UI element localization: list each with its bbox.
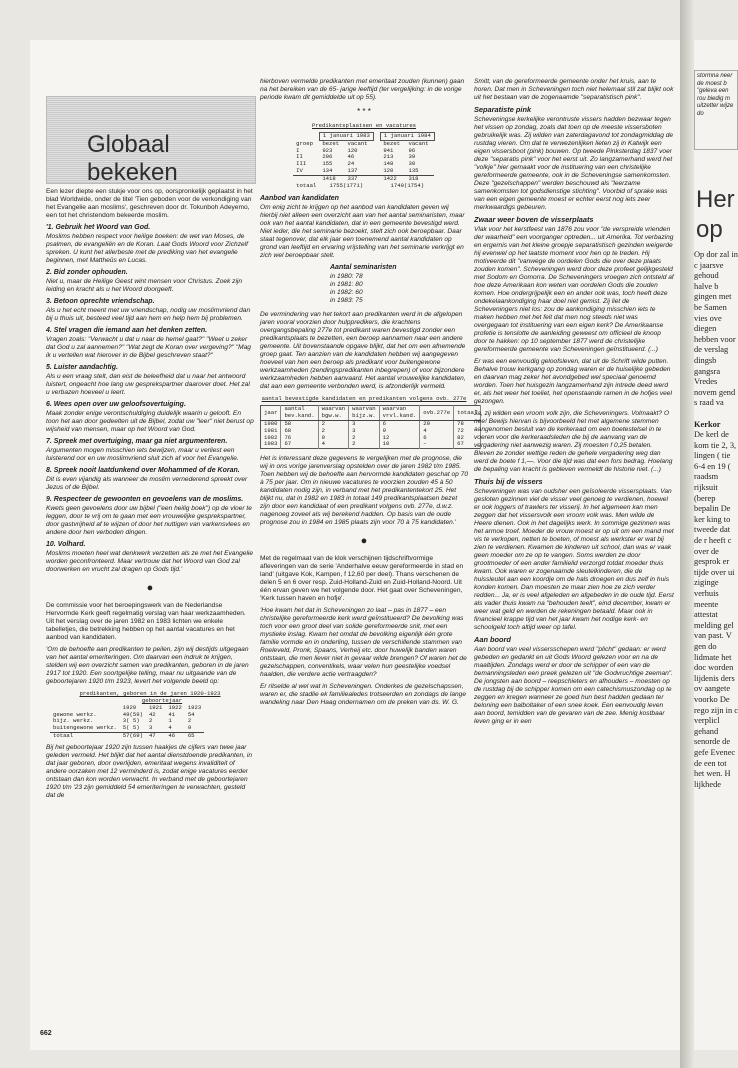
total-label: totaal: [53, 731, 74, 739]
after-table-text: Bij het geboortejaar 1920 zijn tussen haakjes de cijfers van twee jaar geleden vermeld. Het blijkt dat het aantal dienstdoende predikanten, in dat jaar geboren, door overlijden, emeritaat wegens invaliditeit of andere oorzaken met 12 verminderd is, zodat enige vacatures eerder ontstaan dan kon worden verwacht. In verband met de geboortejaren 1920 t/m '23 zijn gemiddeld 54 emeriteringen te verwachten, gesteld dat de: [46, 743, 253, 799]
table-cell: 2: [349, 441, 380, 448]
table-cell: 2: [148, 717, 153, 725]
aan-boord-text: Aan boord van veel vissersschepen werd "plicht" gedaan: er werd gebeden en gedankt en uit Gods Woord gelezen voor en na de maaltijden. Zondags werd er door de schipper of een van de bemanningsleden een preek gelezen uit "de Godvruchtige zeeman". De jongsten aan boord – reepschieters en afhouders – moesten op de rustdag bij de schipper komen om een catechismuszondag op te zeggen en kregen wanneer ze goed hun best hadden gedaan ter beloning een balboltaker of een snee koek. Een eenvoudig leven aan boord, temidden van de gevaren van de zee. Menig kostbaar leven ging er in een: [474, 646, 673, 725]
group-cell: IV: [296, 166, 303, 174]
column-header: waarvan bgw.w.: [318, 406, 349, 421]
sum-cell: 1422: [383, 174, 397, 182]
year-header: 1923: [187, 703, 202, 711]
table-cell: 4: [318, 441, 349, 448]
row-label: bijz. werkz.: [53, 717, 94, 725]
column-header: aantal bev.kand.: [281, 406, 318, 421]
date-1983: 1 januari 1983: [319, 133, 373, 141]
table-cell: 3: [349, 428, 380, 435]
commandment-text: Argumenten mogen misschien iets bewijzen, maar u verliest een luisterend oor en uw moslimvriend sluit zich af voor het Evangelie.: [46, 447, 239, 462]
section-stars: * * *: [357, 107, 371, 116]
page-gutter: [680, 0, 694, 1068]
sub-header: vacant: [408, 139, 429, 147]
table-cell: 941: [383, 146, 394, 154]
spacer-cell: [373, 161, 380, 168]
next-page-box-text: stormna neer de moest b "geleva een rou biedig m uitzetter wijze do: [694, 70, 738, 150]
table-cell: 213: [383, 153, 394, 161]
commissie-text: De commissie voor het beroepingswerk van de Nederlandse Hervormde Kerk geeft regelmatig verslag van haar werkzaamheden. Uit het verslag over de jaren 1982 en 1983 lichten we enkele tabelletjes, die betrekking hebben op het aantal vacatures en het aanbod van kandidaten.: [46, 602, 246, 641]
commandment-heading: 6. Wees open over uw geloofsovertuiging.: [46, 401, 186, 408]
commandment-text: Moslims hebben respect voor heilige boeken: de wet van Moses, de psalmen, de evangeliën en de Koran. Laat Gods Woord voor Zichzelf spreken. U kunt het allerbeste met de prediking van het evangelie beginnen, met Mattheüs en Lucas.: [46, 233, 248, 264]
commandment-heading: 8. Spreek nooit laatdunkend over Mohammed of de Koran.: [46, 467, 240, 474]
commandment-text: Dit is even vijandig als wanneer de moslim vernederend spreekt over Jezus of de Bijbel.: [46, 476, 248, 491]
er-text: Er ritselde al wel wat in Scheveningen. Onderkes de gezelschapssen, waren er, die stadlie ek familiealedes trotseerden en zondags de lange wandeling naar Den Haag ondernamen om de preken van ds. W. G.: [260, 683, 467, 707]
group-cell: I: [296, 146, 300, 154]
zwaar-weer-text: Vlak voor het kerstfeest van 1876 zou voor "de verspreide vrienden der waarheid" een voorganger optreden... uit Amerika. Tot verbazing en ergernis van het kleine groepje separatistisch gezinden weigerde hij evenwel op het laatste moment voor hen op te treden. Hij motiveerde dit "vanwege de oordelen Gods die over deze plaats zouden komen". Scheveningen werd door deze profeet gelijkgesteld met Sodom en Gomorra. De Scheveningers vroegen zich ontsteld af hoe deze Amerikaan kon weten van oordelen Gods die zouden komen. Hoe ondergrijpelijk een en ander ook was, toch heeft deze ondekelaankondiging haar doel niet gemist. Zij liet de Scheveningers niet los: zou de aankondiging misschien iets te maken hebben met het feit dat men nog steeds niet was overgegaan tot instituering van een eigen kerk? De Amerikaanse profetie is tenslotte de aanleiding geweest om officieel de knoop door te hakken: op 10 september 1877 werd de christelijke gereformeerde gemeente van Scheveningen geïnstitueerd. (...): [474, 226, 674, 353]
column-3: [474, 78, 674, 730]
spacer-cell: [373, 148, 380, 155]
magazine-page: [30, 40, 680, 1050]
commandments-list: [46, 224, 254, 574]
col3-top-text: Smitt, van de gereformeerde gemeente onder het kruis, aan te horen. Dat men in Scheveningen toch niet helemaal stil zat blijkt ook uit het bestaan van de zogenaamde "separatistisch pink".: [474, 78, 674, 101]
table-cell: 30: [408, 160, 416, 168]
kandidaten-table: [260, 405, 481, 449]
table-row: [261, 428, 481, 435]
spacer-cell: [373, 140, 380, 147]
birth-year-table: [50, 698, 204, 740]
table-cell: 206: [322, 153, 333, 161]
sum-cell: 318: [408, 174, 419, 182]
zwaar-weer-text-3: Ja, zij wilden een vroom volk zijn, die Scheveningers. Volmaakt? O nee! Bewijs hiervan is bijvoorbeeld het met algemene stemmen aangenomen besluit van de kerkeraad om een boetestelsel in te voeren voor die kerkeraadsleden die bij de aanvang van de vergadering niet aanwezig waren. Zij moesten f 0,25 betalen. Bleven ze zonder wettige reden de gehele vergadering weg dan werd de boete f 1,—. Voor die tijd was dat een fors bedrag. Hoelang de bepaling van kracht is gebleven vermeldt de historie niet. (...): [474, 410, 673, 473]
spacer-cell: [373, 154, 380, 161]
banner-title: Globaal bekeken: [87, 131, 178, 186]
thuis-heading: Thuis bij de vissers: [474, 477, 543, 486]
separatiste-heading: Separatiste pink: [474, 105, 532, 114]
table-cell: 3( 5): [122, 717, 140, 725]
seminaristen-item: in 1981: 80: [330, 281, 363, 289]
table-cell: 1982: [261, 435, 281, 442]
row-label: gewone werkz.: [53, 710, 97, 718]
table-cell: 137: [347, 166, 358, 174]
table-cell: 155: [322, 160, 333, 168]
table-cell: 10: [379, 441, 420, 448]
total-label: totaal: [296, 181, 317, 189]
next-page-subheading: Kerkor: [694, 419, 721, 429]
page-number: 662: [40, 1030, 52, 1037]
total-cell: 46: [168, 731, 176, 739]
group-label: groep: [296, 139, 313, 147]
next-page-text: [694, 250, 738, 790]
total-cell: 57(69): [122, 731, 143, 739]
table-cell: 49(59): [122, 710, 143, 718]
title-banner: [46, 96, 256, 184]
table-cell: 24: [347, 160, 355, 168]
commandment-text: Vragen zoals: "Verwacht u dat u naar de hemel gaat?" "Weet u zeker dat God u zal aannemen?" "Wat zegt de Koran over vergeving?" "Mag ik u vertellen wat hierover in de Bijbel geschreven staat?": [46, 336, 251, 359]
table-cell: 67: [281, 441, 318, 448]
quote-text: 'Om de behoefte aan predikanten te peilen, zijn wij destijds uitgegaan van het aantal emeriteringen. Om daarvan een indruk te krijgen, stelden wij een overzicht samen van predikanten, geboren in de jaren 1917 tot 1920. Een soortgelijke telling, maar nu uitgaande van de geboortejaren 1920 t/m 1923, levert het volgende beeld op:: [46, 646, 249, 685]
commandment-heading: 10. Volhard.: [46, 541, 86, 548]
seminaristen-list: [330, 273, 468, 305]
commandment-heading: '1. Gebruik het Woord van God.: [46, 224, 151, 231]
table-cell: 148: [383, 160, 394, 168]
table-subheader: geboortejaar: [141, 697, 183, 704]
table-cell: 67: [454, 441, 481, 448]
group-cell: II: [296, 153, 303, 161]
commandment-heading: 3. Betoon oprechte vriendschap.: [46, 298, 155, 305]
column-2: [260, 78, 478, 711]
column-1: [46, 188, 254, 804]
sub-header: bezet: [322, 139, 340, 147]
klok-text: Met de regelmaat van de klok verschijnen tijdschriftvormige afleveringen van de serie 'Anderhalve eeuw gereformeerde in stad en land' (uitgave Kok, Kampen, f 12,60 per deel). Thans verschenen de delen 5 en 6 over resp. Zuid-Holland-Zuid en Zuid-Holland-Noord. Uit één ervan geven we het volgende door. Het gaat over Scheveningen, 'Kerk tussen haven en hofje'.: [260, 555, 464, 603]
interessant-text: Het is interessant deze gegevens te vergelijken met de prognose, die wij in ons vorige jarenverslag opstelden over de jaren 1982 t/m 1985. Toen hebben wij de behoefte aan hervormde kandidaten geschat op 70 à 75 per jaar. Om in nieuwe vacatures te voorzien zouden 45 à 50 kandidaten nodig zijn, in verband met het predikantentekort 25. Het blijkt nu, dat in 1982 en 1983 in totaal 149 predikantsplaatsen bezet zijn door een kandidaat of een predikant volgens ovb. 277e, d.w.z. nagenoeg zoveel als wij berekend hadden. Op basis van de oude prognose zou in 1984 en 1985 plaats zijn voor 70 à 75 kandidaten.': [260, 455, 468, 527]
table-cell: 12: [379, 435, 420, 442]
column-header: waarvan vrvl.kand.: [379, 406, 420, 421]
seminaristen-item: in 1980: 78: [330, 273, 363, 281]
thuis-text: Scheveningen was van oudsher een geïsoleerde vissersplaats. Van gesloten gezinnen viel de visser veel genoeg te verdienen, hoewel er ook loggers of trawlers ter visserij. In het algemeen kan men zeggen dat het vissersvolk een vroom volk was. Men wilde de Heere dienen. Ook in het dagelijks werk. In sommige gezinnen was het armoe troef. Moeder de vrouw moest er op uit om een mand met vis te verkopen, netten te boeten, of moest als werkster er wat bij zien te verdienen. Kwamen de kinderen uit school, dan was er vaak geen moeder om ze op te vangen. Soms werden ze door grootmoeder of een ander familielid verzorgd totdat moeder thuis kwam. Ook waren er zogenaamde sleutelkinderen, die de huissleutel aan een koordje om de hals droegen en dus zelf in huis konden komen. Dan moesten ze maar zien hoe ze zich verder redden... Ja, er is veel afgeleden en afgebeden in de oude tijd. Eerst als vader thuis kwam na "behouden teelt", eind december, kwam er weer wat geld en werden de rekeningen betaald. Maar ook in financieel krappe tijd van het jaar kwam het nodige kerk- en schoolgeld toch altijd weer op tafel.: [474, 488, 674, 631]
table-cell: 41: [168, 710, 176, 718]
commandment-heading: 2. Bid zonder ophouden.: [46, 269, 128, 276]
section-bullet: ●: [146, 582, 154, 594]
aan-boord-heading: Aan boord: [474, 635, 511, 644]
table-cell: 1980: [261, 420, 281, 427]
column-header: totaal: [454, 406, 481, 421]
total-cell: 65: [187, 731, 195, 739]
row-label: buitengewone werkz.: [53, 724, 117, 732]
table-row: [261, 441, 481, 448]
seminaristen-item: in 1983: 75: [330, 297, 363, 305]
commandment-text: Moslims moeten heel wat denkwerk verzetten als ze met het Evangelie worden geconfronteerd. Maar vertrouw dat het Woord van God zal doorwerken en vrucht zal dragen op Gods tijd.': [46, 550, 254, 573]
table-cell: 96: [408, 146, 416, 154]
table-cell: 4: [420, 428, 454, 435]
zwaar-weer-text-2: Er was een eenvoudig geloofsleven, dat uit de Schrift wilde putten. Behalve trouw kerkgang op zondag waren er de huiselijke gebeden en daarvan mag zeker het avondgebed wel speciaal genoemd worden. Toen het huisgezin langzamerhand zijn intrede deed werd er, als het weer het toeliet, het openstaande ramen in de hofjes veel gezongen.: [474, 358, 672, 405]
sub-header: bezet: [383, 139, 401, 147]
col2-top-text: hierboven vermelde predikanten met emeritaat zouden (kunnen) gaan na het bereiken van de 65- jarige leeftijd (ter vergelijking: in de vorige periode kwam dit gemiddelde uit op 55).: [260, 78, 465, 101]
kandidaten-table-caption: aantal bevestigde kandidaten en predikanten volgens ovb. 277e: [261, 395, 467, 403]
table-cell: 135: [408, 166, 419, 174]
table-cell: 120: [347, 146, 358, 154]
table-cell: 54: [187, 710, 195, 718]
separatiste-text: Scheveningse kerkelijke verontruste vissers hadden bezwaar tegen het vissen op zondag, zoals dat toen op de meeste vissersboten gebruikelijk was. Zij wilden van zaterdagavond tot zondagmiddag de rustdag vieren. Om dat te verwezenlijken lieten zij in Katwijk een eigen vissersboot (pink) bouwen. Op tweede Pinksterdag 1837 voer deze "separatis pink" voor het eerst uit. Zo langzamerhand werd het "volkje" hier gemaakt voor de instituering van een christelijke gereformeerde gemeente, ook in de Scheveningse samenkomsten. Deze "gezelschappen" werden beschouwd als "leerzame samenkomsten tot godsdienstige stichting". Voorbid of sprake was van een eigen gemeente moest er echter eerst nog iets zeer merkwaardigs gebeuren.: [474, 116, 674, 211]
commandment-heading: 5. Luister aandachtig.: [46, 364, 118, 371]
sum-cell: 1418: [322, 174, 336, 182]
date-1984: 1 januari 1984: [380, 133, 434, 141]
table-cell: 9: [318, 435, 349, 442]
table-cell: 68: [281, 428, 318, 435]
table-cell: 6: [420, 435, 454, 442]
commandment-text: Kwets geen gevoelens door uw bijbel ("een heilig boek") op de vloer te leggen, door te vrij om te gaan met een vrouwelijke gesprekspartner, door gastvrijheid af te wijzen of door het nuttigen van varkensvlees en andere door hen verboden dingen.: [46, 505, 252, 536]
aanbod-text: Om enig zicht te krijgen op het aanbod van kandidaten geven wij hierbij niet alleen een overzicht aan van het aantal seminaristen, maar ook van het aantal kandidaten, dat in een gemeente bevestigd werd. Niet ieder, die het seminarie bezoekt, stelt zich ook beroepbaar. Daar staat tegenover, dat elk jaar een toenemend aantal kandidaten op grond van leeftijd en ervaring vrijstelling van het seminarie verkrijgt en zich wel beroepbaar stelt.: [260, 204, 465, 260]
commandment-text: Maak zonder enige verontschuldiging duidelijk waarin u gelooft. En toon het aan door gedeelten uit de Bijbel, zodat uw "leer" niet berust op wijsheid van mensen, maar op het Woord van God.: [46, 410, 254, 433]
table-cell: 78: [454, 420, 481, 427]
table-cell: 2: [349, 435, 380, 442]
vacatures-table: [293, 132, 435, 189]
vacatures-table-caption: Predikantsplaatsen en vacatures: [311, 122, 417, 129]
commandment-text: Als u een vraag stelt, dan eist de beleefheid dat u naar het antwoord luistert, ongeacht hoe lang uw gesprekspartner daarover doet. Het zal u verbazen hoeveel u leert.: [46, 373, 250, 396]
table-cell: 120: [383, 166, 394, 174]
table-cell: 923: [322, 146, 333, 154]
table-cell: 2: [318, 428, 349, 435]
vermindering-text: De vermindering van het tekort aan predikanten werd in de afgelopen jaren vooral voorzien door hulppredikers, die krachtens overgangsbepaling 277e tot predikant waren bevestigd zonder een predikantsplaats te bezetten, een beroep aannamen naar een andere gemeente. Uit bovenstaande opgave blijkt, dat het om een afnemende groep gaat. Ten aanzien van de kandidaten hebben wij aangegeven hoeveel van hen een beroep als predikant voor buitengewone werkzaamheden (zendingspredikanten inbegrepen) of voor bijzondere werkzaamheden hebben aanvaard. Het aantal vrouwelijke kandidaten, dat aan een gemeente verbonden werd, is afzonderlijk vermeld.: [260, 311, 466, 391]
aanbod-heading: Aanbod van kandidaten: [260, 195, 339, 203]
commandment-heading: 4. Stel vragen die iemand aan het denken zetten.: [46, 327, 208, 334]
next-page-heading: Her op: [696, 186, 735, 243]
table-row: [261, 435, 481, 442]
table-cell: 5( 5): [122, 724, 140, 732]
table-cell: 76: [281, 435, 318, 442]
commandment-text: Als u het echt meent met uw vriendschap, nodig uw moslimvriend dan bij u thuis uit, besteed veel tijd aan hem en help hem bij problemen.: [46, 307, 251, 322]
hoe-text: 'Hoe kwam het dat in Scheveningen zo laat – pas in 1877 – een christelijke gereformeerde kerk werd geïnstitueerd? De bevolking was toch voor een groot deel van solide gereformeerde snit, met een mystieke inslag. Kwam het omdat de bevolking eigenlijk één grote familie vormde en in onderling, tussen de verschillende stammen van Roeleveld, Pronk, Spaans, Verheij etc. door huwelijk banden waren ontstaan, die men liever niet in gevaar wilde brengen? Of waren het de gezelschappen, conventikels, waar velen hun geestelijke voedsel haalden, die verdere actie vertraagden?: [260, 607, 467, 679]
zwaar-weer-heading: Zwaar weer boven de visserplaats: [474, 215, 594, 224]
commandment-heading: 9. Respecteer de gewoonten en gevoelens van de moslims.: [46, 496, 244, 503]
total-cell: 1740(1754): [390, 181, 425, 189]
total-cell: 47: [148, 731, 156, 739]
table-cell: 134: [322, 166, 333, 174]
table-cell: 1: [168, 717, 172, 725]
sum-cell: 337: [347, 174, 358, 182]
column-header: jaar: [261, 406, 281, 421]
table-cell: –: [420, 441, 454, 448]
table-cell: 9: [379, 428, 420, 435]
column-header: waarvan bijz.w.: [349, 406, 380, 421]
seminaristen-heading: Aantal seminaristen: [330, 264, 397, 272]
seminaristen-item: in 1982: 60: [330, 289, 363, 297]
commandment-text: Niet u, maar de Heilige Geest wint mensen voor Christus. Zoek zijn leiding en kracht als u het Woord doorgeeft.: [46, 278, 243, 293]
table-cell: 42: [148, 710, 156, 718]
table-cell: 20: [420, 420, 454, 427]
sub-header: vacant: [347, 139, 368, 147]
column-header: ovb.277e: [420, 406, 454, 421]
next-page-body-2: De kerl de kom tie 2, 3, lingen ( tie 6-4 en 19 ( raadsm rijksuit (berep bepalin De ker king to tweede dat de r heeft c over de gesprok er tijde over ui ziginge verhuis meente attestat melding gel van past. V gen do lidmate het doc worden lijdenis ders ov aangete voorko De rego zijn in c verplicl gehand senorde de gefe Evenec de een tot het wen. H lijkhede: [694, 430, 738, 789]
table-cell: 1981: [261, 428, 281, 435]
group-cell: III: [296, 160, 307, 168]
table-cell: 3: [349, 420, 380, 427]
table-cell: 6: [379, 420, 420, 427]
commandment-heading: 7. Spreek met overtuiging, maar ga niet argumenteren.: [46, 438, 228, 445]
next-page-body: Op dor zal in c jaarsve gehoud halve b gingen met be Samen vies ove diegen hebben voor de verslag dingsb gangsra Vredes novem gend s raad va: [694, 250, 738, 408]
table-cell: 2: [318, 420, 349, 427]
table-cell: 72: [454, 428, 481, 435]
spacer-cell: [373, 183, 380, 190]
table-cell: 3: [148, 724, 153, 732]
table-caption: predikanten, geboren in de jaren 1920-1923: [79, 690, 221, 697]
table-cell: 9: [187, 724, 192, 732]
year-header: 1922: [168, 703, 182, 711]
table-cell: 46: [347, 153, 355, 161]
table-cell: 82: [454, 435, 481, 442]
table-row: [261, 420, 481, 427]
table-cell: 1983: [261, 441, 281, 448]
total-cell: 1755(1771): [329, 181, 364, 189]
next-page-edge: [694, 40, 738, 1050]
year-header: 1920: [122, 703, 137, 711]
seminaristen-block: [330, 264, 468, 305]
section-bullet-2: ●: [360, 535, 368, 548]
table-cell: 39: [408, 153, 416, 161]
table-cell: 2: [187, 717, 192, 725]
year-header: 1921: [148, 703, 163, 711]
spacer-cell: [373, 175, 380, 182]
spacer-cell: [373, 168, 380, 175]
table-cell: 4: [168, 724, 172, 732]
table-cell: 58: [281, 420, 318, 427]
intro-text: Een lezer diepte een stukje voor ons op, oorspronkelijk geplaatst in het blad Worldwide, onder de titel 'Tien geboden voor de verkondiging van het Evangelie aan moslims', geschreven door dr. Tokunboh Adeyemo, een tot het christendom bekeerde moslim.: [46, 188, 253, 219]
